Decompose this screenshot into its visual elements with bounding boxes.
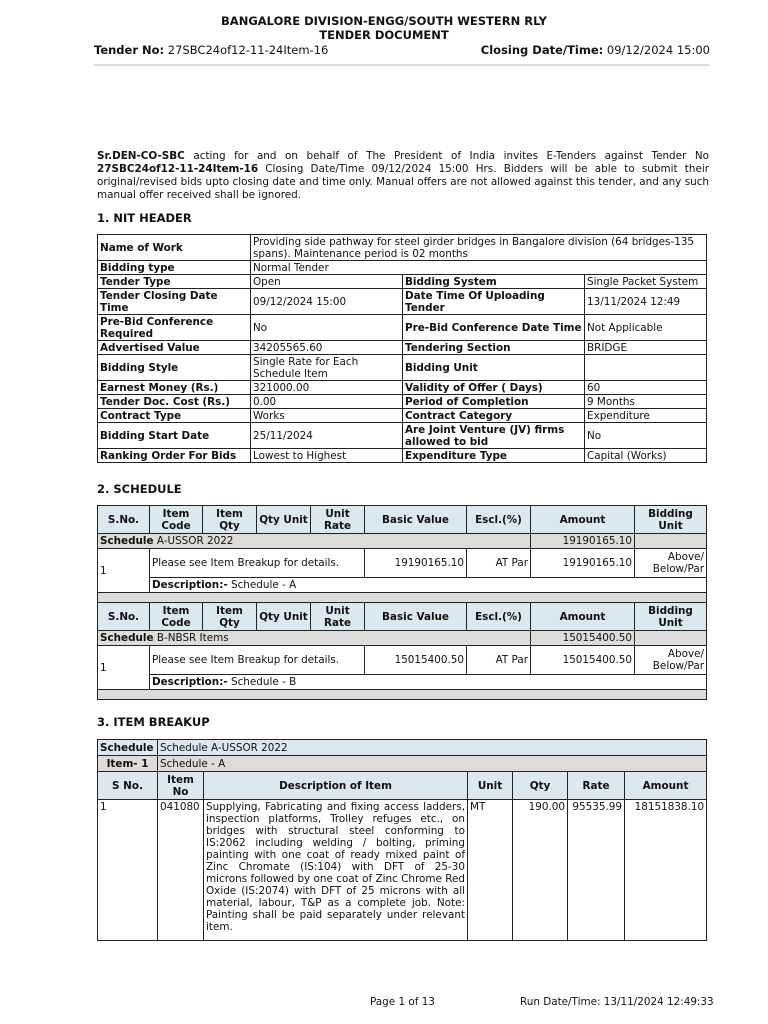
nit-key: Tender Doc. Cost (Rs.) [98, 395, 251, 409]
run-date-time: Run Date/Time: 13/11/2024 12:49:33 [520, 996, 714, 1008]
col-header: Item Qty [203, 506, 257, 534]
nit-key: Date Time Of Uploading Tender [403, 289, 585, 315]
schedule-description: Description:- Schedule - B [150, 675, 707, 690]
schedule-header-row [98, 506, 707, 534]
nit-key: Name of Work [98, 235, 251, 261]
intro-paragraph: Sr.DEN-CO-SBC acting for and on behalf of The President of India invites E-Tenders against Tender No 27SBC24of12-11-24Item-16 Closing Date/Time 09/12/2024 15:00 Hrs. Bidders will be able to submit their original/revised bids upto closing date and time only. Manual offers are not allowed against this tender, and any such manual offer received shall be ignored. [97, 150, 709, 201]
breakup-item-no: 041080 [158, 800, 204, 941]
item-breakup-table [97, 739, 707, 941]
breakup-header-row [98, 772, 707, 800]
schedule-total: 15015400.50 [531, 631, 635, 646]
nit-value: Open [251, 275, 403, 289]
section-title-schedule: 2. SCHEDULE [97, 482, 182, 496]
nit-row [98, 341, 707, 355]
nit-value: Expenditure [585, 409, 707, 423]
breakup-item-row [98, 756, 707, 772]
nit-header-table [97, 234, 707, 463]
nit-value: BRIDGE [585, 341, 707, 355]
nit-row [98, 289, 707, 315]
breakup-amount: 18151838.10 [625, 800, 707, 941]
col-header: Escl.(%) [467, 506, 531, 534]
col-header: Rate [568, 772, 625, 800]
nit-key: Tender Type [98, 275, 251, 289]
schedule-description-row [98, 675, 707, 690]
breakup-sno: 1 [98, 800, 158, 941]
nit-value: Capital (Works) [585, 449, 707, 463]
col-header: Unit [468, 772, 513, 800]
col-header: Unit Rate [311, 603, 365, 631]
nit-key: Ranking Order For Bids [98, 449, 251, 463]
schedule-total: 19190165.10 [531, 534, 635, 549]
col-header: Qty Unit [257, 603, 311, 631]
schedule-description-row [98, 578, 707, 593]
col-header: Unit Rate [311, 506, 365, 534]
breakup-data-row [98, 800, 707, 941]
nit-key: Period of Completion [403, 395, 585, 409]
nit-key: Advertised Value [98, 341, 251, 355]
nit-key: Bidding System [403, 275, 585, 289]
nit-value: No [251, 315, 403, 341]
nit-row [98, 449, 707, 463]
col-header: Amount [531, 506, 635, 534]
nit-key: Are Joint Venture (JV) firms allowed to bid [403, 423, 585, 449]
nit-value [585, 355, 707, 381]
col-header: Item Code [150, 506, 203, 534]
nit-key: Expenditure Type [403, 449, 585, 463]
document-title: TENDER DOCUMENT [319, 28, 449, 42]
col-header: S No. [98, 772, 158, 800]
nit-value: Normal Tender [251, 261, 707, 275]
section-title-item-breakup: 3. ITEM BREAKUP [97, 715, 210, 729]
nit-value: Providing side pathway for steel girder bridges in Bangalore division (64 bridges-135 spans). Maintenance period is 02 months [251, 235, 707, 261]
schedule-name: Schedule B-NBSR Items [98, 631, 531, 646]
schedule-basic-value: 19190165.10 [365, 549, 467, 578]
nit-key: Validity of Offer ( Days) [403, 381, 585, 395]
col-header: Item Qty [203, 603, 257, 631]
col-header: Escl.(%) [467, 603, 531, 631]
col-header: Item Code [150, 603, 203, 631]
nit-row [98, 409, 707, 423]
breakup-qty: 190.00 [513, 800, 568, 941]
nit-value: 321000.00 [251, 381, 403, 395]
breakup-description: Supplying, Fabricating and fixing access ladders, inspection platforms, Trolley refuges etc., on bridges with structural steel conforming to IS:2062 including welding / bolting, priming painting with one coat of ready mixed paint of Zinc Chromate (IS:104) with DFT of 25-30 microns followed by one coat of Zinc Chrome Red Oxide (IS:2074) with DFT of 25 microns with all material, labour, T&P as a complete job. Note: Painting shall be paid separately under relevant item. [204, 800, 468, 941]
nit-value: Single Rate for Each Schedule Item [251, 355, 403, 381]
schedule-header-row [98, 603, 707, 631]
nit-value: 34205565.60 [251, 341, 403, 355]
schedule-table [97, 505, 707, 700]
page-number: Page 1 of 13 [370, 996, 435, 1008]
schedule-detail: Please see Item Breakup for details. [150, 646, 365, 675]
nit-key: Tender Closing Date Time [98, 289, 251, 315]
nit-key: Pre-Bid Conference Date Time [403, 315, 585, 341]
nit-row [98, 275, 707, 289]
col-header: Bidding Unit [635, 603, 707, 631]
nit-row [98, 381, 707, 395]
division-title: BANGALORE DIVISION-ENGG/SOUTH WESTERN RLY [221, 14, 547, 28]
nit-value: 0.00 [251, 395, 403, 409]
schedule-item-row [98, 549, 707, 578]
schedule-amount: 15015400.50 [531, 646, 635, 675]
col-header: Qty Unit [257, 506, 311, 534]
nit-value: 9 Months [585, 395, 707, 409]
nit-value: Lowest to Highest [251, 449, 403, 463]
schedule-bidding-unit: Above/ Below/Par [635, 549, 707, 578]
schedule-name-row [98, 631, 707, 646]
nit-value: Not Applicable [585, 315, 707, 341]
breakup-schedule-name: Schedule A-USSOR 2022 [158, 740, 707, 756]
col-header: Qty [513, 772, 568, 800]
col-header: S.No. [98, 603, 150, 631]
schedule-amount: 19190165.10 [531, 549, 635, 578]
nit-value: 13/11/2024 12:49 [585, 289, 707, 315]
schedule-detail: Please see Item Breakup for details. [150, 549, 365, 578]
schedule-escl: AT Par [467, 646, 531, 675]
breakup-schedule-row [98, 740, 707, 756]
nit-key: Earnest Money (Rs.) [98, 381, 251, 395]
schedule-name-row [98, 534, 707, 549]
nit-key: Contract Category [403, 409, 585, 423]
nit-key: Contract Type [98, 409, 251, 423]
schedule-escl: AT Par [467, 549, 531, 578]
closing-date: Closing Date/Time: 09/12/2024 15:00 [480, 43, 710, 57]
nit-key: Bidding Unit [403, 355, 585, 381]
nit-key: Bidding Style [98, 355, 251, 381]
nit-row [98, 423, 707, 449]
nit-row [98, 395, 707, 409]
col-header: Amount [625, 772, 707, 800]
nit-value: 25/11/2024 [251, 423, 403, 449]
nit-value: Single Packet System [585, 275, 707, 289]
col-header: Amount [531, 603, 635, 631]
breakup-item-label: Item- 1 [98, 756, 158, 772]
nit-value: No [585, 423, 707, 449]
schedule-sno: 1 [98, 646, 150, 690]
nit-key: Pre-Bid Conference Required [98, 315, 251, 341]
breakup-rate: 95535.99 [568, 800, 625, 941]
nit-key: Tendering Section [403, 341, 585, 355]
col-header: Basic Value [365, 506, 467, 534]
col-header: Basic Value [365, 603, 467, 631]
tender-no: Tender No: 27SBC24of12-11-24Item-16 [94, 43, 329, 57]
nit-value: 09/12/2024 15:00 [251, 289, 403, 315]
nit-key: Bidding type [98, 261, 251, 275]
breakup-item-name: Schedule - A [158, 756, 707, 772]
schedule-item-row [98, 646, 707, 675]
schedule-description: Description:- Schedule - A [150, 578, 707, 593]
nit-value: Works [251, 409, 403, 423]
col-header: Bidding Unit [635, 506, 707, 534]
nit-row [98, 235, 707, 261]
section-title-nit-header: 1. NIT HEADER [97, 211, 192, 225]
schedule-name: Schedule A-USSOR 2022 [98, 534, 531, 549]
nit-row [98, 355, 707, 381]
spacer-row [98, 690, 707, 700]
nit-value: 60 [585, 381, 707, 395]
col-header: S.No. [98, 506, 150, 534]
schedule-bidding-unit: Above/ Below/Par [635, 646, 707, 675]
header-divider [94, 64, 710, 66]
schedule-sno: 1 [98, 549, 150, 593]
nit-row [98, 315, 707, 341]
breakup-schedule-label: Schedule [98, 740, 158, 756]
col-header: Item No [158, 772, 204, 800]
breakup-unit: MT [468, 800, 513, 941]
nit-key: Bidding Start Date [98, 423, 251, 449]
nit-row [98, 261, 707, 275]
schedule-basic-value: 15015400.50 [365, 646, 467, 675]
col-header: Description of Item [204, 772, 468, 800]
spacer-row [98, 593, 707, 603]
